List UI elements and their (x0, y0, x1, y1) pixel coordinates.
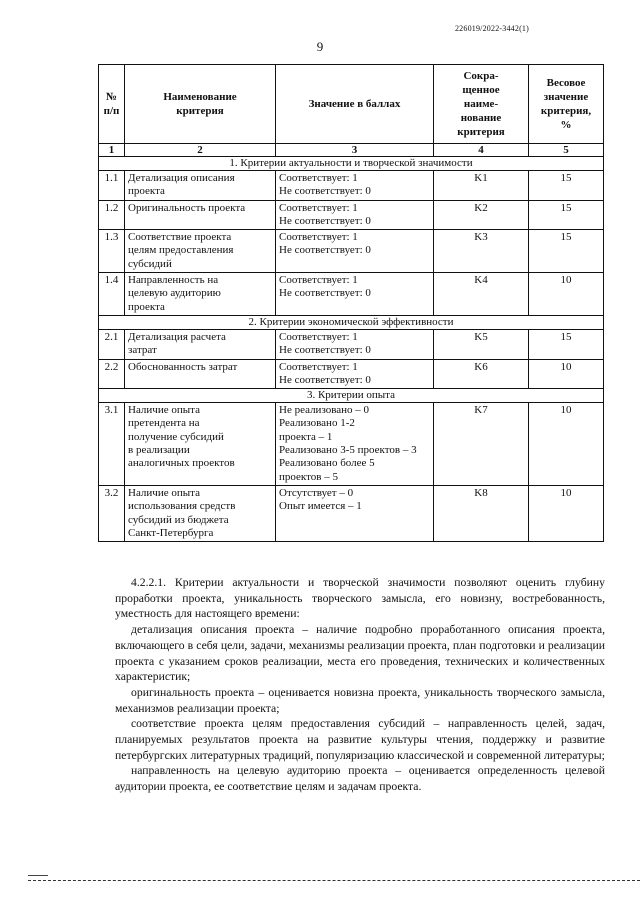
paragraph: 4.2.2.1. Критерии актуальности и творческой значимости позволяют оценить глубину проработки проекта, уникальность творческого замысла, его новизну, востребованность, уместность для настоящего времени: (115, 576, 605, 621)
table-row (99, 171, 604, 201)
criterion-code: K5 (434, 329, 529, 359)
criterion-weight: 15 (529, 329, 604, 359)
table-row (99, 329, 604, 359)
section-row (99, 315, 604, 329)
row-number: 1.2 (99, 200, 125, 230)
criterion-values: Соответствует: 1 Не соответствует: 0 (276, 329, 434, 359)
section-row (99, 157, 604, 171)
table-row (99, 403, 604, 486)
criterion-weight: 15 (529, 200, 604, 230)
criterion-name: Оригинальность проекта (125, 200, 276, 230)
criterion-name: Соответствие проекта целям предоставления субсидий (125, 230, 276, 273)
section-title: 3. Критерии опыта (99, 389, 604, 403)
section-row (99, 389, 604, 403)
criterion-code: K1 (434, 171, 529, 201)
table-row (99, 200, 604, 230)
criterion-name: Направленность на целевую аудиторию проекта (125, 273, 276, 316)
document-number: 226019/2022-3442(1) (454, 24, 529, 33)
criterion-code: K2 (434, 200, 529, 230)
criterion-code: K6 (434, 359, 529, 389)
page-number: 9 (316, 39, 324, 54)
criterion-weight: 10 (529, 359, 604, 389)
col-number: 3 (276, 144, 434, 157)
criterion-name: Наличие опыта использования средств субсидий из бюджета Санкт-Петербурга (125, 485, 276, 541)
paragraph: оригинальность проекта – оценивается новизна проекта, уникальность творческого замысла, механизмов реализации проекта; (115, 685, 605, 715)
row-number: 3.1 (99, 403, 125, 486)
criterion-values: Соответствует: 1 Не соответствует: 0 (276, 200, 434, 230)
row-number: 2.2 (99, 359, 125, 389)
column-numbers-row (99, 144, 604, 157)
criteria-table (98, 64, 604, 542)
criterion-name: Наличие опыта претендента на получение субсидий в реализации аналогичных проектов (125, 403, 276, 486)
row-number: 2.1 (99, 329, 125, 359)
criterion-name: Детализация описания проекта (125, 171, 276, 201)
table-row (99, 230, 604, 273)
criterion-values: Соответствует: 1 Не соответствует: 0 (276, 230, 434, 273)
criterion-values: Соответствует: 1 Не соответствует: 0 (276, 359, 434, 389)
table-row (99, 359, 604, 389)
criterion-code: K4 (434, 273, 529, 316)
criterion-code: K8 (434, 485, 529, 541)
header-name: Наименование критерия (125, 65, 276, 144)
header-value: Значение в баллах (276, 65, 434, 144)
criterion-values: Соответствует: 1 Не соответствует: 0 (276, 171, 434, 201)
criterion-name: Детализация расчета затрат (125, 329, 276, 359)
criterion-weight: 10 (529, 403, 604, 486)
header-code: Сокра- щенное наиме- нование критерия (434, 65, 529, 144)
table-header-row (99, 65, 604, 144)
paragraph: соответствие проекта целям предоставления субсидий – направленность целей, задач, планируемых результатов проекта на развитие культуры чтения, поддержку и развитие петербургских литературных традиций, популяризацию классической и современной литературы; (115, 717, 605, 762)
table-row (99, 273, 604, 316)
scan-edge-mark (28, 875, 48, 876)
row-number: 1.4 (99, 273, 125, 316)
table-row (99, 485, 604, 541)
criterion-values: Не реализовано – 0 Реализовано 1-2 проекта – 1 Реализовано 3-5 проектов – 3 Реализовано более 5 проектов – 5 (276, 403, 434, 486)
criterion-name: Обоснованность затрат (125, 359, 276, 389)
section-title: 2. Критерии экономической эффективности (99, 315, 604, 329)
criterion-values: Отсутствует – 0 Опыт имеется – 1 (276, 485, 434, 541)
row-number: 3.2 (99, 485, 125, 541)
row-number: 1.1 (99, 171, 125, 201)
header-number: № п/п (99, 65, 125, 144)
criterion-weight: 15 (529, 171, 604, 201)
paragraph: направленность на целевую аудиторию проекта – оценивается определенность целевой аудитории проекта, ее соответствие целям и задачам проекта. (115, 764, 605, 794)
header-weight: Весовое значение критерия, % (529, 65, 604, 144)
criterion-code: K3 (434, 230, 529, 273)
col-number: 5 (529, 144, 604, 157)
criterion-weight: 15 (529, 230, 604, 273)
paragraph: детализация описания проекта – наличие подробно проработанного описания проекта, включающего в себя цели, задачи, механизмы реализации проекта, план подготовки и реализации проекта с указанием сроков реализации, места его проведения, технических и количественных характеристик; (115, 623, 605, 684)
col-number: 4 (434, 144, 529, 157)
row-number: 1.3 (99, 230, 125, 273)
criterion-code: K7 (434, 403, 529, 486)
col-number: 1 (99, 144, 125, 157)
page-bottom-rule (28, 880, 640, 881)
criterion-weight: 10 (529, 485, 604, 541)
body-text (115, 575, 605, 795)
criterion-values: Соответствует: 1 Не соответствует: 0 (276, 273, 434, 316)
col-number: 2 (125, 144, 276, 157)
section-title: 1. Критерии актуальности и творческой значимости (99, 157, 604, 171)
criterion-weight: 10 (529, 273, 604, 316)
